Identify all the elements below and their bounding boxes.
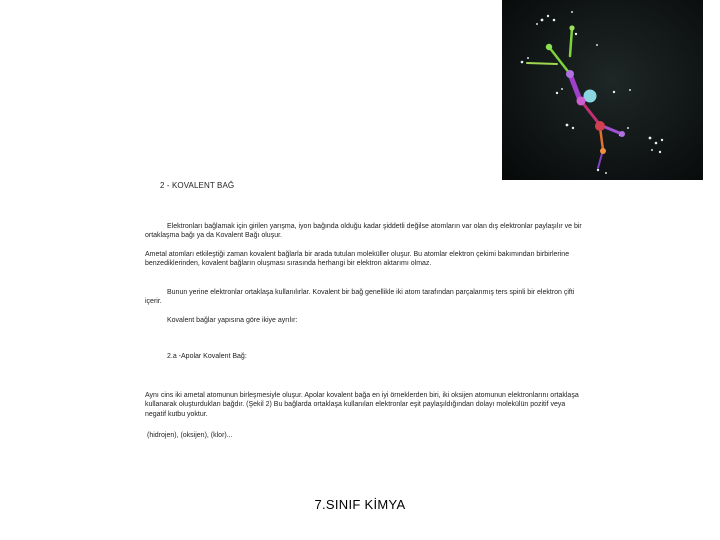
paragraph-2: Ametal atomları etkileştiği zaman kovalent bağlarla bir arada tutulan moleküller oluşur. Bu atomlar elektron çekimi bakımından birbirlerine benzediklerinden, kovalent bağların oluşması sırasında herhangi bir elektron aktarımı olmaz.	[145, 251, 570, 268]
paragraph-5: Aynı cins iki ametal atomunun birleşmesiyle oluşur. Apolar kovalent bağa en iyi örneklerden biri, iki oksijen atomunun elektronlarını ortaklaşa kullanarak oluşturdukları bağdır. (Şekil 2) Bu bağlarda ortaklaşa kullanılan elektronlar eşit paylaşıldığından dolayı molekülün pozitif veya negatif kutbu yoktur.	[145, 392, 579, 418]
paragraph-1: Elektronları bağlamak için girilen yarışma, iyon bağında olduğu kadar şiddetli değilse atomların var olan dış elektronlar paylaşılır ve bir ortaklaşma bağı ya da Kovalent Bağı oluşur.	[145, 223, 582, 240]
section-title: 2 - KOVALENT BAĞ	[160, 181, 235, 190]
examples-line: (hidrojen), (oksijen), (klor)...	[147, 432, 233, 439]
paragraph-4: Kovalent bağlar yapısına göre ikiye ayrılır:	[167, 317, 298, 324]
footer-label: 7.SINIF KİMYA	[314, 497, 406, 512]
paragraph-3: Bunun yerine elektronlar ortaklaşa kullanılırlar. Kovalent bir bağ genellikle iki atom tarafından parçalanmış ters spinli bir elektron çifti içerir.	[145, 289, 575, 306]
subheading-apolar: 2.a -Apolar Kovalent Bağ:	[167, 353, 247, 360]
